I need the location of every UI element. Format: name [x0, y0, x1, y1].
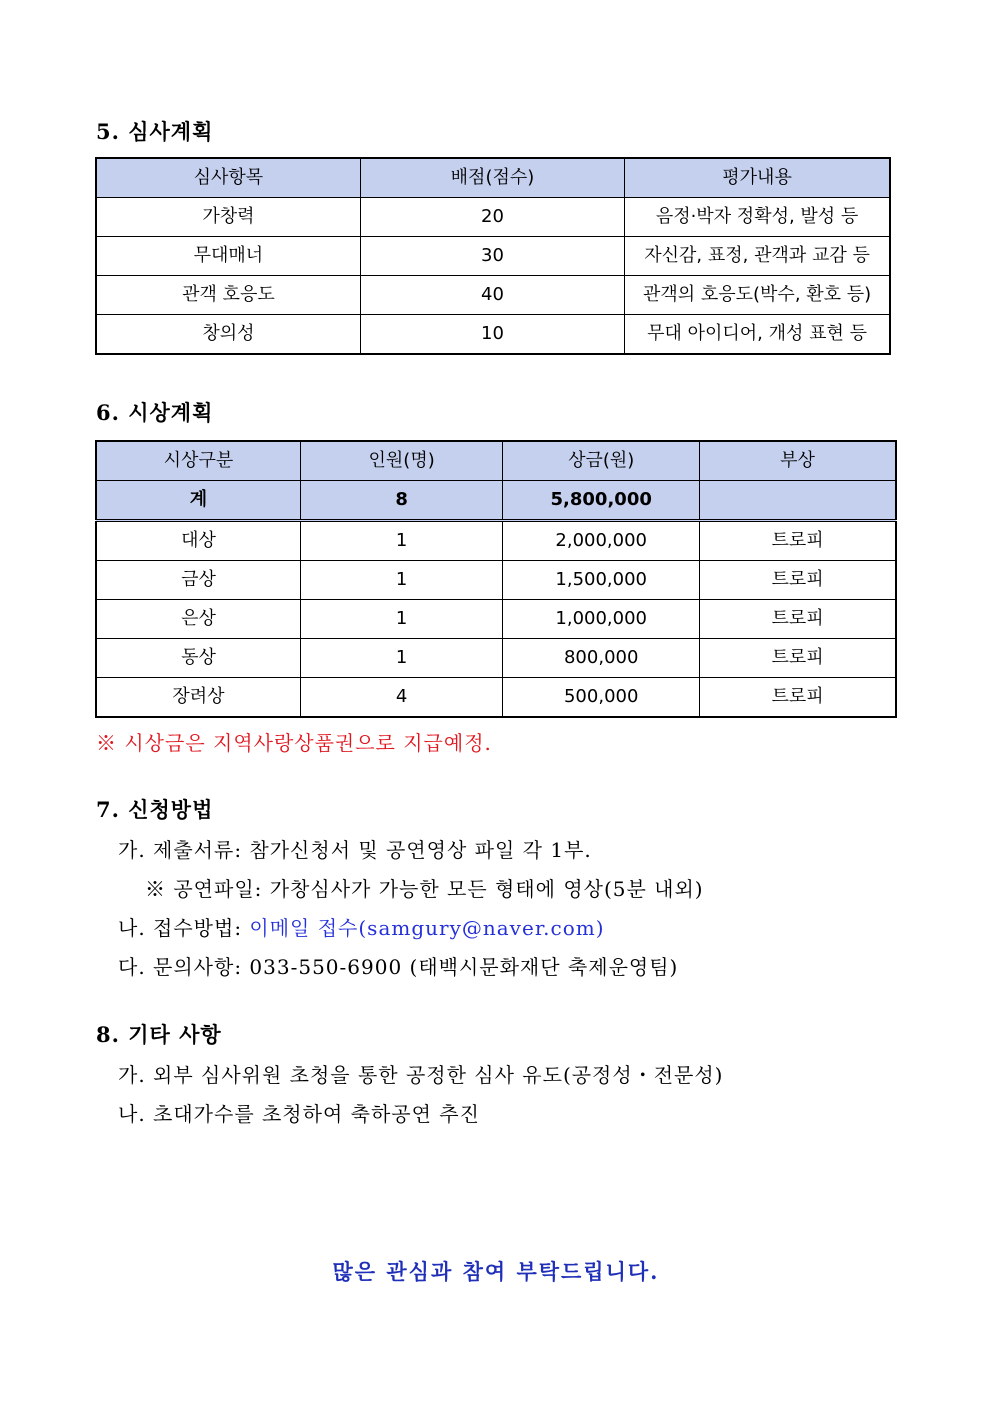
score-cell: 20 [360, 198, 624, 237]
award-count-cell: 1 [300, 600, 502, 639]
total-prize-cell: 5,800,000 [503, 481, 700, 521]
table-header-row [96, 158, 890, 198]
performance-file-note: ※ 공연파일: 가창심사가 가능한 모든 형태에 영상(5분 내외) [145, 877, 704, 901]
judging-plan-table [95, 157, 891, 355]
criteria-cell: 무대매너 [96, 237, 360, 276]
award-name-cell: 장려상 [96, 678, 300, 718]
award-extra-cell: 트로피 [700, 521, 896, 561]
section-6-title: 6. 시상계획 [96, 400, 214, 425]
table-row [96, 639, 896, 678]
award-extra-cell: 트로피 [700, 600, 896, 639]
column-header: 상금(원) [503, 441, 700, 481]
award-prize-cell: 800,000 [503, 639, 700, 678]
award-count-cell: 4 [300, 678, 502, 718]
email-submission-link[interactable]: 이메일 접수(samgury@naver.com) [249, 916, 605, 940]
column-header: 배점(점수) [360, 158, 624, 198]
award-prize-cell: 1,500,000 [503, 561, 700, 600]
column-header: 심사항목 [96, 158, 360, 198]
criteria-cell: 관객 호응도 [96, 276, 360, 315]
award-name-cell: 은상 [96, 600, 300, 639]
column-header: 부상 [700, 441, 896, 481]
score-cell: 10 [360, 315, 624, 355]
inquiry-line: 다. 문의사항: 033-550-6900 (태백시문화재단 축제운영팀) [118, 955, 679, 979]
table-row [96, 521, 896, 561]
table-row [96, 600, 896, 639]
total-label-cell: 계 [96, 481, 300, 521]
section-8-title: 8. 기타 사항 [96, 1022, 222, 1047]
description-cell: 자신감, 표정, 관객과 교감 등 [625, 237, 890, 276]
total-extra-cell [700, 481, 896, 521]
column-header: 인원(명) [300, 441, 502, 481]
closing-message: 많은 관심과 참여 부탁드립니다. [332, 1259, 660, 1284]
description-cell: 무대 아이디어, 개성 표현 등 [625, 315, 890, 355]
table-header-row [96, 441, 896, 481]
table-row [96, 276, 890, 315]
submission-method-label: 나. 접수방법: [118, 916, 250, 940]
required-documents-line: 가. 제출서류: 참가신청서 및 공연영상 파일 각 1부. [118, 838, 592, 862]
column-header: 시상구분 [96, 441, 300, 481]
criteria-cell: 창의성 [96, 315, 360, 355]
table-row [96, 678, 896, 718]
award-name-cell: 대상 [96, 521, 300, 561]
score-cell: 40 [360, 276, 624, 315]
award-extra-cell: 트로피 [700, 561, 896, 600]
total-count-cell: 8 [300, 481, 502, 521]
award-name-cell: 동상 [96, 639, 300, 678]
award-name-cell: 금상 [96, 561, 300, 600]
award-prize-cell: 500,000 [503, 678, 700, 718]
total-row [96, 481, 896, 521]
table-row [96, 237, 890, 276]
award-extra-cell: 트로피 [700, 639, 896, 678]
external-judges-line: 가. 외부 심사위원 초청을 통한 공정한 심사 유도(공정성・전문성) [118, 1063, 724, 1087]
award-extra-cell: 트로피 [700, 678, 896, 718]
table-row [96, 561, 896, 600]
table-row [96, 198, 890, 237]
award-prize-cell: 1,000,000 [503, 600, 700, 639]
table-row [96, 315, 890, 355]
award-prize-cell: 2,000,000 [503, 521, 700, 561]
section-5-title: 5. 심사계획 [96, 119, 214, 144]
prize-note: ※ 시상금은 지역사랑상품권으로 지급예정. [96, 731, 492, 755]
description-cell: 관객의 호응도(박수, 환호 등) [625, 276, 890, 315]
description-cell: 음정·박자 정확성, 발성 등 [625, 198, 890, 237]
column-header: 평가내용 [625, 158, 890, 198]
award-plan-table [95, 440, 897, 718]
award-count-cell: 1 [300, 521, 502, 561]
submission-method-line [118, 912, 605, 941]
award-count-cell: 1 [300, 639, 502, 678]
section-7-title: 7. 신청방법 [96, 797, 214, 822]
guest-singer-line: 나. 초대가수를 초청하여 축하공연 추진 [118, 1102, 480, 1126]
criteria-cell: 가창력 [96, 198, 360, 237]
score-cell: 30 [360, 237, 624, 276]
award-count-cell: 1 [300, 561, 502, 600]
